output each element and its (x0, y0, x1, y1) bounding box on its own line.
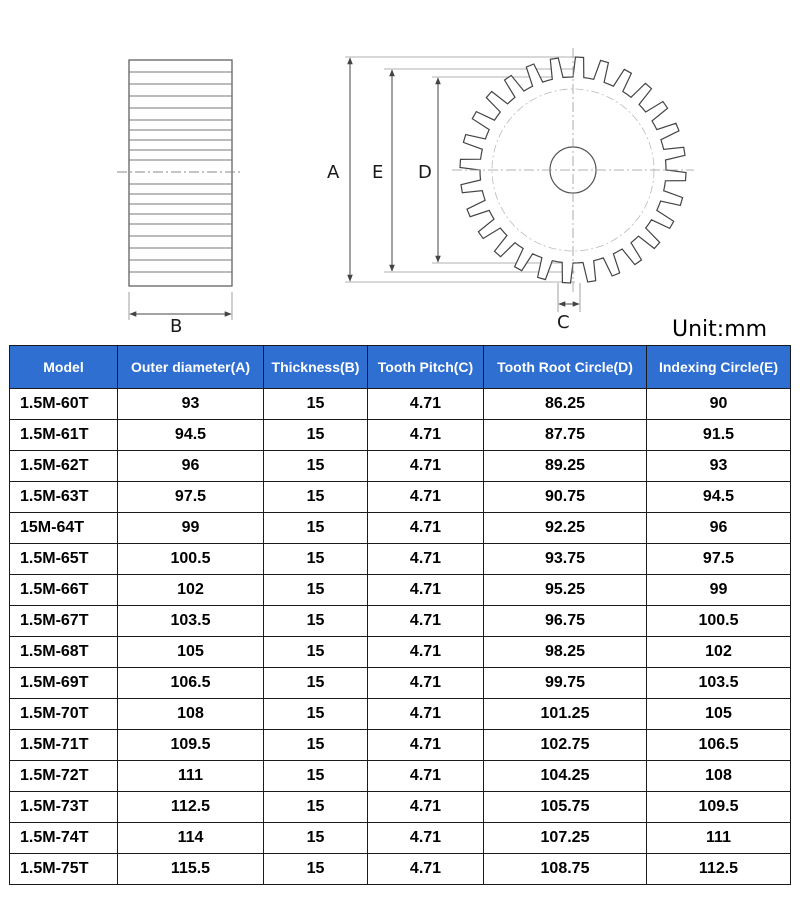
value-cell: 94.5 (647, 482, 791, 513)
value-cell: 107.25 (484, 823, 647, 854)
value-cell: 4.71 (368, 730, 484, 761)
label-e: E (372, 162, 384, 183)
value-cell: 4.71 (368, 699, 484, 730)
value-cell: 94.5 (118, 420, 264, 451)
table-row (10, 730, 791, 761)
table-row (10, 699, 791, 730)
column-header: Tooth Pitch(C) (368, 346, 484, 389)
value-cell: 108 (118, 699, 264, 730)
model-cell: 1.5M-67T (10, 606, 118, 637)
table-row (10, 575, 791, 606)
value-cell: 15 (264, 420, 368, 451)
table-row (10, 761, 791, 792)
value-cell: 98.25 (484, 637, 647, 668)
value-cell: 111 (647, 823, 791, 854)
value-cell: 105 (647, 699, 791, 730)
model-cell: 1.5M-68T (10, 637, 118, 668)
value-cell: 15 (264, 730, 368, 761)
table-row (10, 823, 791, 854)
value-cell: 15 (264, 513, 368, 544)
value-cell: 15 (264, 668, 368, 699)
value-cell: 4.71 (368, 854, 484, 885)
value-cell: 15 (264, 544, 368, 575)
value-cell: 97.5 (647, 544, 791, 575)
value-cell: 4.71 (368, 761, 484, 792)
model-cell: 1.5M-69T (10, 668, 118, 699)
value-cell: 15 (264, 482, 368, 513)
value-cell: 96 (647, 513, 791, 544)
value-cell: 15 (264, 637, 368, 668)
value-cell: 4.71 (368, 544, 484, 575)
front-view (327, 48, 694, 333)
value-cell: 87.75 (484, 420, 647, 451)
model-cell: 1.5M-65T (10, 544, 118, 575)
value-cell: 106.5 (647, 730, 791, 761)
value-cell: 104.25 (484, 761, 647, 792)
value-cell: 4.71 (368, 823, 484, 854)
value-cell: 15 (264, 699, 368, 730)
table-body (10, 389, 791, 885)
value-cell: 99 (647, 575, 791, 606)
value-cell: 102.75 (484, 730, 647, 761)
value-cell: 91.5 (647, 420, 791, 451)
value-cell: 90.75 (484, 482, 647, 513)
value-cell: 114 (118, 823, 264, 854)
value-cell: 15 (264, 389, 368, 420)
value-cell: 4.71 (368, 637, 484, 668)
value-cell: 86.25 (484, 389, 647, 420)
value-cell: 103.5 (647, 668, 791, 699)
value-cell: 4.71 (368, 513, 484, 544)
value-cell: 102 (118, 575, 264, 606)
value-cell: 15 (264, 823, 368, 854)
value-cell: 109.5 (118, 730, 264, 761)
column-header: Thickness(B) (264, 346, 368, 389)
model-cell: 1.5M-74T (10, 823, 118, 854)
label-c: C (557, 312, 570, 333)
value-cell: 96 (118, 451, 264, 482)
model-cell: 1.5M-63T (10, 482, 118, 513)
column-header: Tooth Root Circle(D) (484, 346, 647, 389)
value-cell: 112.5 (647, 854, 791, 885)
value-cell: 102 (647, 637, 791, 668)
value-cell: 93 (647, 451, 791, 482)
spec-table (9, 345, 791, 885)
value-cell: 99 (118, 513, 264, 544)
value-cell: 15 (264, 606, 368, 637)
model-cell: 1.5M-73T (10, 792, 118, 823)
model-cell: 1.5M-61T (10, 420, 118, 451)
value-cell: 97.5 (118, 482, 264, 513)
model-cell: 1.5M-75T (10, 854, 118, 885)
value-cell: 4.71 (368, 792, 484, 823)
value-cell: 96.75 (484, 606, 647, 637)
value-cell: 90 (647, 389, 791, 420)
value-cell: 108 (647, 761, 791, 792)
value-cell: 92.25 (484, 513, 647, 544)
table-row (10, 668, 791, 699)
model-cell: 1.5M-71T (10, 730, 118, 761)
value-cell: 15 (264, 761, 368, 792)
table-row (10, 389, 791, 420)
model-cell: 15M-64T (10, 513, 118, 544)
value-cell: 4.71 (368, 575, 484, 606)
table-row (10, 544, 791, 575)
value-cell: 4.71 (368, 606, 484, 637)
column-header: Outer diameter(A) (118, 346, 264, 389)
model-cell: 1.5M-62T (10, 451, 118, 482)
pulley-drawing (0, 0, 800, 340)
value-cell: 4.71 (368, 668, 484, 699)
model-cell: 1.5M-70T (10, 699, 118, 730)
side-view (117, 60, 243, 337)
value-cell: 108.75 (484, 854, 647, 885)
value-cell: 100.5 (647, 606, 791, 637)
value-cell: 93 (118, 389, 264, 420)
label-b: B (170, 316, 183, 337)
value-cell: 15 (264, 854, 368, 885)
value-cell: 4.71 (368, 482, 484, 513)
value-cell: 93.75 (484, 544, 647, 575)
column-header: Model (10, 346, 118, 389)
table-header-row (10, 346, 791, 389)
model-cell: 1.5M-66T (10, 575, 118, 606)
column-header: Indexing Circle(E) (647, 346, 791, 389)
value-cell: 109.5 (647, 792, 791, 823)
value-cell: 105 (118, 637, 264, 668)
value-cell: 100.5 (118, 544, 264, 575)
unit-label: Unit:mm (672, 317, 768, 342)
value-cell: 89.25 (484, 451, 647, 482)
value-cell: 111 (118, 761, 264, 792)
value-cell: 105.75 (484, 792, 647, 823)
value-cell: 112.5 (118, 792, 264, 823)
value-cell: 4.71 (368, 451, 484, 482)
value-cell: 4.71 (368, 389, 484, 420)
value-cell: 103.5 (118, 606, 264, 637)
value-cell: 101.25 (484, 699, 647, 730)
table-row (10, 854, 791, 885)
table-row (10, 420, 791, 451)
model-cell: 1.5M-72T (10, 761, 118, 792)
value-cell: 106.5 (118, 668, 264, 699)
table-row (10, 637, 791, 668)
table-row (10, 513, 791, 544)
table-row (10, 482, 791, 513)
label-d: D (418, 162, 432, 183)
table-row (10, 792, 791, 823)
value-cell: 95.25 (484, 575, 647, 606)
value-cell: 15 (264, 575, 368, 606)
model-cell: 1.5M-60T (10, 389, 118, 420)
value-cell: 15 (264, 792, 368, 823)
value-cell: 99.75 (484, 668, 647, 699)
table-row (10, 606, 791, 637)
label-a: A (327, 162, 340, 183)
table-row (10, 451, 791, 482)
value-cell: 4.71 (368, 420, 484, 451)
value-cell: 15 (264, 451, 368, 482)
value-cell: 115.5 (118, 854, 264, 885)
